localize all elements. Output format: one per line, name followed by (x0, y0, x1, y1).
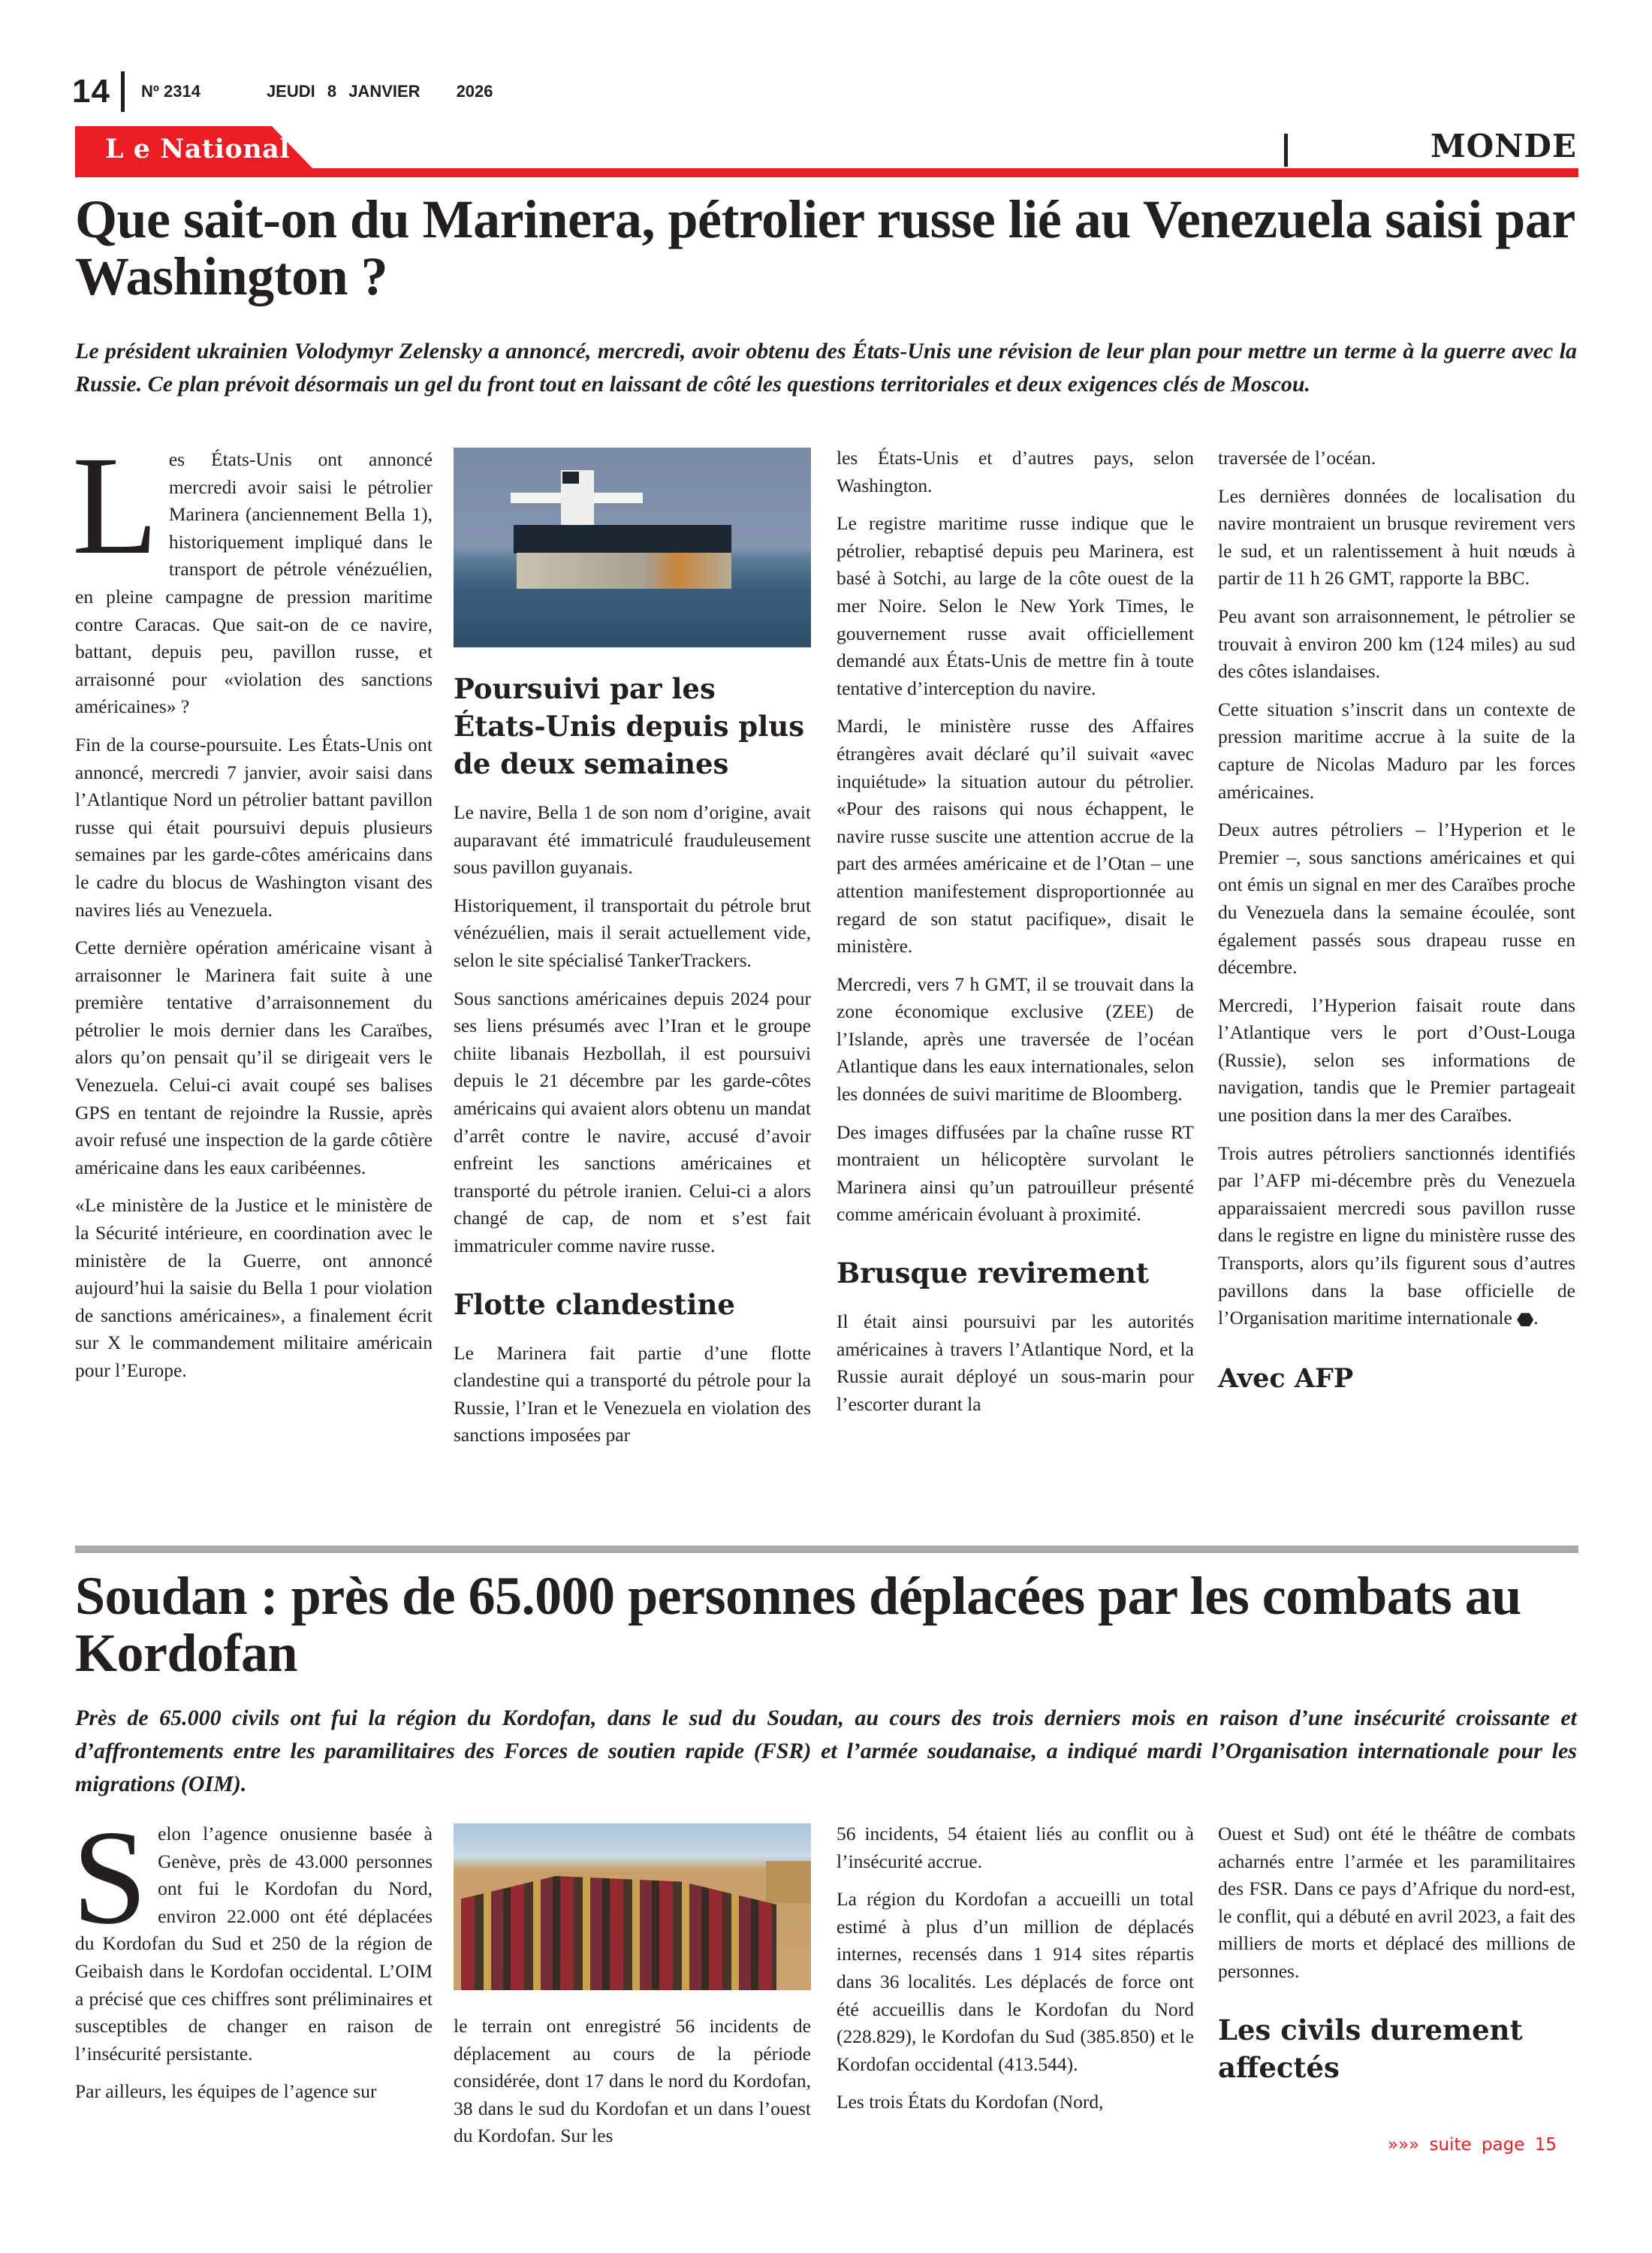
page-number: 14 (72, 73, 110, 110)
article-2-column-1 (72, 1802, 433, 2116)
subheading: Flotte clandestine (454, 1287, 735, 1321)
paragraph: Cette situation s’inscrit dans un contexte de pression maritime accrue à la suite de la capture de Nicolas Maduro par les forces américaines. (1218, 698, 1575, 803)
subheading: Brusque revirement (837, 1256, 1149, 1290)
paragraph: Fin de la course-poursuite. Les États-Unis ont annoncé, mercredi 7 janvier, avoir saisi dans l’Atlantique Nord un pétrolier battant pavillon russe qui était poursuivi depuis plusieurs semaines par les garde-côtes américains dans le cadre du blocus de Washington visant des navires liés au Venezuela. (75, 733, 433, 921)
paragraph: Le navire, Bella 1 de son nom d’origine, avait auparavant été immatriculé frauduleusement sous pavillon guyanais. (454, 801, 811, 879)
paragraph: Les dernières données de localisation du navire montraient un brusque revirement vers le sud, et un ralentissement à huit nœuds à partir de 11 h 26 GMT, rapporte la BBC. (1218, 484, 1575, 590)
paragraph: le terrain ont enregistré 56 incidents de déplacement au cours de la période considérée, dont 17 dans le nord du Kordofan, 38 dans le sud du Kordofan et un dans l’ouest du Kordofan. Sur les (454, 2015, 811, 2147)
page-number-separator (121, 71, 125, 112)
byline: Avec AFP (1218, 1362, 1354, 1394)
paragraph: Le registre maritime russe indique que le pétrolier, rebaptisé depuis peu Marinera, est basé à Sotchi, au large de la côte ouest de la mer Noire. Selon le New York Times, le gouvernement russe avait officiellement demandé aux États-Unis de mettre fin à toute tentative d’interception du navire. (837, 512, 1194, 699)
paragraph (1218, 1140, 1575, 1332)
header-rule (75, 168, 1578, 177)
ship-hull-lower (517, 553, 731, 589)
masthead (72, 69, 493, 114)
article-1-lead: Le président ukrainien Volodymyr Zelensky a annoncé, mercredi, avoir obtenu des États-Unis une révision de leur plan pour mettre un terme à la guerre avec la Russie. Ce plan prévoit désormais un gel du front tout en laissant de côté les questions territoriales et deux exigences clés de Moscou. (75, 339, 1577, 397)
continued-on-page-link[interactable]: »»» suite page 15 (1388, 2135, 1557, 2155)
paragraph-text: elon l’agence onusienne basée à Genève, près de 43.000 personnes ont fui le Kordofan du Nord, environ 22.000 ont été déplacées du Kordofan du Sud et 250 de la région de Geibaish dans le Kordofan occidental. L’OIM a précisé que ces chiffres sont préliminaires et susceptibles de changer en raison de l’insécurité persistante. (75, 1823, 433, 2064)
subheading: Les civils durement affectés (1218, 2013, 1523, 2084)
drop-cap: L (72, 427, 158, 584)
article-2-headline: Soudan : près de 65.000 personnes déplacées par les combats au Kordofan (75, 1566, 1521, 1683)
paragraph: 56 incidents, 54 étaient liés au conflit ou à l’insécurité accrue. (837, 1823, 1194, 1872)
issue-number: Nº 2314 (140, 82, 200, 101)
paragraph: La région du Kordofan a accueilli un total estimé à plus d’un million de déplacés internes, recensés dans 1 914 sites répartis dans 36 localités. Les déplacés de force ont été accueillis dans le Kordofan du Nord (228.829), le Kordofan du Sud (385.850) et le Kordofan occidental (413.544). (837, 1888, 1194, 2075)
paragraph: Deux autres pétroliers – l’Hyperion et le Premier –, sous sanctions américaines et qui ont émis un signal en mer des Caraïbes proche du Venezuela dans la semaine écoulée, sont également passés sous drapeau russe en décembre. (1218, 819, 1575, 979)
paragraph: Mercredi, vers 7 h GMT, il se trouvait dans la zone économique exclusive (ZEE) de l’Islande, après une traversée de l’océan Atlantique dans les eaux internationales, selon les données de suivi maritime de Bloomberg. (837, 973, 1194, 1105)
end-of-article-icon (1517, 1313, 1533, 1326)
section-banner (75, 126, 1578, 177)
paragraph: traversée de l’océan. (1218, 447, 1376, 469)
drop-cap: S (72, 1802, 148, 1952)
paragraph (72, 1802, 433, 2068)
article-2-column-4 (1218, 1820, 1575, 2103)
article-2-column-2 (454, 1823, 811, 2161)
tanker-photo (454, 448, 811, 647)
paragraph: Mercredi, l’Hyperion faisait route dans l’Atlantique vers le port d’Oust-Louga (Russie), selon ses informations de navigation, tandis que le Premier partageait une position dans la mer des Caraïbes. (1218, 994, 1575, 1126)
paragraph: Sous sanctions américaines depuis 2024 pour ses liens présumés avec l’Iran et le groupe chiite libanais Hezbollah, il est poursuivi depuis le 21 décembre par les garde-côtes américains qui avaient alors obtenu un mandat d’arrêt contre le navire, accusé d’avoir enfreint les sanctions américaines et transporté du pétrole iranien. Celui-ci a alors changé de cap, de nom et s’est fait immatriculer comme navire russe. (454, 987, 811, 1256)
paragraph: Historiquement, il transportait du pétrole brut vénézuélien, mais il serait actuellement vide, selon le site spécialisé TankerTrackers. (454, 894, 811, 971)
paragraph: Par ailleurs, les équipes de l’agence sur (75, 2080, 377, 2103)
article-1-column-1 (72, 427, 433, 1395)
paragraph: Des images diffusées par la chaîne russe RT montraient un hélicoptère survolant le Marinera ainsi qu’un patrouilleur présenté comme américain évoluant à proximité. (837, 1120, 1194, 1226)
section-separator (1284, 134, 1288, 167)
shelter (766, 1861, 811, 1903)
paragraph: Les trois États du Kordofan (Nord, (837, 2091, 1104, 2113)
subheading: Poursuivi par les États-Unis depuis plus de deux semaines (454, 672, 805, 780)
paragraph-text: es États-Unis ont annoncé mercredi avoir saisi le pétrolier Marinera (anciennement Bella 1), historiquement impliqué dans le transport de pétrole vénézuélien, en pleine campagne de pression maritime contre Caracas. Que sait-on de ce navire, battant, depuis peu, pavillon russe, et arraisonné pour «violation des sanctions américaines» ? (75, 448, 433, 718)
article-1-column-4 (1218, 445, 1575, 1392)
paragraph (72, 427, 433, 721)
paragraph: Il était ainsi poursuivi par les autorités américaines à travers l’Atlantique Nord, et la Russie aurait déployé un sous-marin pour l’escorter durant la (837, 1310, 1194, 1415)
end-punctuation: . (1533, 1307, 1539, 1329)
paragraph: Cette dernière opération américaine visant à arraisonner le Marinera fait suite à une première tentative d’arraisonnement du pétrolier le mois dernier dans les Caraïbes, alors qu’on pensait qu’il se dirigeait vers le Venezuela. Celui-ci avait coupé ses balises GPS en tentant de rejoindre la Russie, après avoir refusé une inspection de la garde côtière américaine dans les eaux caribéennes. (75, 936, 433, 1178)
paragraph: Le Marinera fait partie d’une flotte clandestine qui a transporté du pétrole pour la Russie, l’Iran et le Venezuela en violation des sanctions imposées par (454, 1341, 811, 1446)
paragraph: Peu avant son arraisonnement, le pétrolier se trouvait à environ 200 km (124 miles) au sud des côtes islandaises. (1218, 605, 1575, 683)
article-1-headline: Que sait-on du Marinera, pétrolier russe lié au Venezuela saisi par Washington ? (75, 189, 1575, 306)
displaced-crowd-photo (454, 1823, 811, 1990)
ship-funnel (562, 472, 579, 484)
paragraph: les États-Unis et d’autres pays, selon Washington. (837, 447, 1194, 496)
article-1-column-3 (837, 445, 1194, 1428)
paragraph-text: Trois autres pétroliers sanctionnés identifiés par l’AFP mi-décembre près du Venezuela apparaissaient mercredi sous pavillon russe dans le registre en ligne du ministère russe des Transports, alors qu’ils figurent sous d’autres pavillons dans la base officielle de l’Organisation maritime internationale (1218, 1142, 1575, 1329)
crowd (461, 1876, 776, 1990)
issue-year: 2026 (456, 82, 493, 101)
issue-date: JEUDI 8 JANVIER (266, 82, 421, 101)
article-divider (75, 1546, 1578, 1553)
paragraph: «Le ministère de la Justice et le ministère de la Sécurité intérieure, en coordination avec le ministère de la Guerre, ont annoncé aujourd’hui la saisie du Bella 1 pour violation de sanctions américaines», a finalement écrit sur X le commandement militaire américain pour l’Europe. (75, 1194, 433, 1381)
article-2-lead: Près de 65.000 civils ont fui la région du Kordofan, dans le sud du Soudan, au cours des trois derniers mois en raison d’une insécurité croissante et d’affrontements entre les paramilitaires des Forces de soutien rapide (FSR) et l’armée soudanaise, a indiqué mardi l’Organisation internationale pour les migrations (OIM). (75, 1706, 1577, 1796)
brand-logo: L e National (105, 134, 291, 164)
paragraph: Ouest et Sud) ont été le théâtre de combats acharnés entre l’armée et les paramilitaires des FSR. Dans ce pays d’Afrique du nord-est, le conflit, qui a débuté en avril 2023, a fait des milliers de morts et déplacé des millions de personnes. (1218, 1823, 1575, 1982)
ship-hull (514, 525, 731, 553)
article-2-column-3 (837, 1820, 1194, 2127)
article-1-column-2 (454, 448, 811, 1460)
paragraph: Mardi, le ministère russe des Affaires étrangères avait déclaré qu’il suivait «avec inquiétude» la situation autour du pétrolier. «Pour des raisons qui nous échappent, le navire russe suscite une attention accrue de la part des armées américaine et de l’Otan – une attention manifestement disproportionnée au regard de son statut pacifique», disait le ministère. (837, 715, 1194, 958)
section-label: MONDE (1430, 128, 1577, 164)
